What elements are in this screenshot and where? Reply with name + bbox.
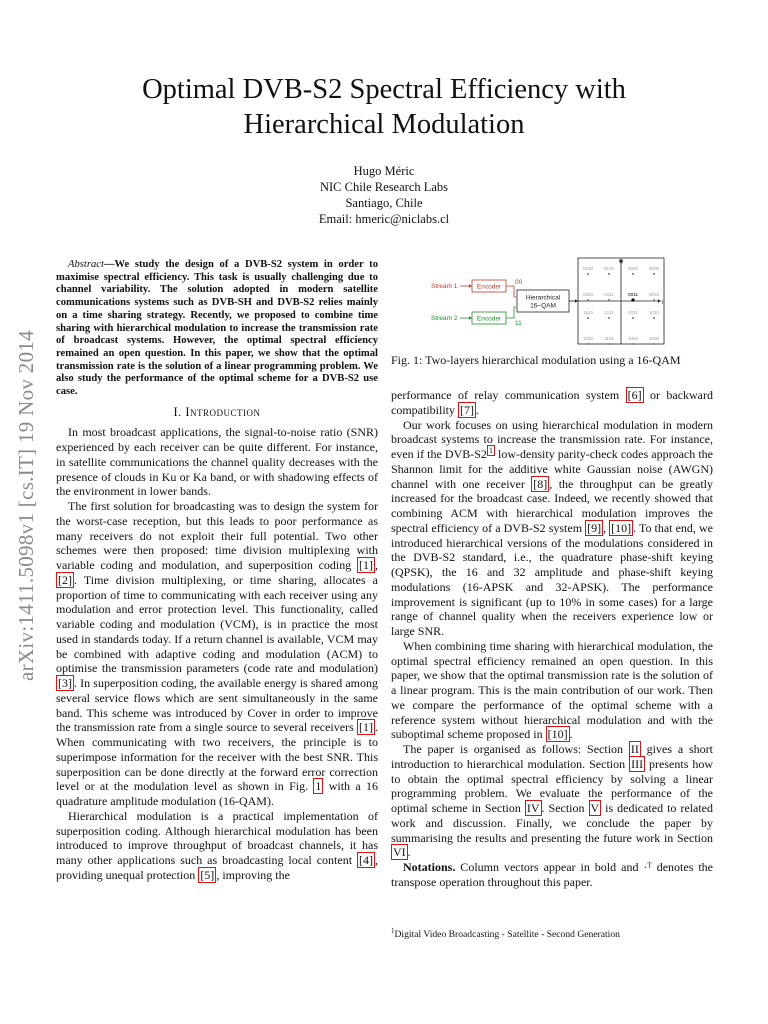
abstract-label: Abstract	[68, 259, 104, 270]
constellation-point	[631, 298, 634, 301]
section-heading-introduction: I. Introduction	[173, 404, 261, 419]
text-run: gives a short introduction to hierarchical modulation. Section	[391, 742, 713, 771]
constellation-point	[632, 343, 634, 345]
section-reference-link[interactable]: VI	[393, 845, 406, 860]
body-paragraph-organisation	[391, 742, 713, 860]
constellation-point	[653, 343, 655, 345]
constellation-point	[587, 343, 589, 345]
figure-reference-link[interactable]: 1	[315, 779, 322, 794]
constellation-point	[632, 273, 634, 275]
footnote	[391, 925, 713, 941]
body-paragraph-notations	[391, 860, 713, 890]
constellation-point	[653, 273, 655, 275]
footnote-mark: 1	[391, 927, 395, 935]
author-block	[60, 163, 708, 227]
text-run: .	[569, 727, 573, 742]
text-run: ,	[375, 558, 378, 573]
i-axis-label: I	[662, 300, 664, 306]
text-run: . Time division multiplexing, or time sharing, allocates a proportion of time to communicating with each receiver using any modulation and error protection level. This functionality, called variable coding and modulation (VCM), is in practice the most used in standards today. If a return channel is available, VCM may be combined with adaptive coding and modulation (ACM) to optimise the transmission parameters (code rate and modulation)	[56, 572, 378, 676]
abstract-text: —We study the design of a DVB-S2 system in order to maximise spectral efficiency. This task is usually challenging due to channel variability. The solution adopted in modern satellite communications systems such as DVB-SH and DVB-S2 relies mainly on a time sharing strategy. Recently, we proposed to combine time sharing with hierarchical modulation to increase the transmission rate of broadcast systems. However, the optimal spectral efficiency remained an open question. In this paper, we show that the optimal transmission rate is the solution of a linear programming problem. We also study the performance of the optimal scheme for a DVB-S2 use case.	[56, 259, 378, 398]
modulator-output-arrowhead	[575, 299, 578, 302]
text-run: . When communicating with two receivers, the principle is to superimpose information for the receiver with the best SNR. This superposition can be done directly at the forward error correction level or at the modulation level as shown in Fig.	[56, 720, 378, 794]
constellation-point	[608, 299, 610, 301]
body-paragraph-our-work	[391, 418, 713, 639]
constellation-point	[608, 343, 610, 345]
constellation-point-label: 1110	[583, 310, 593, 315]
text-run: presents how to obtain the optimal spectral efficiency by solving a linear programming problem. We evaluate the performance of the optimal scheme in Section	[391, 756, 713, 815]
text-run: , providing unequal protection	[56, 853, 378, 882]
constellation-point-label: 1010	[648, 310, 660, 315]
title-line-2: Hierarchical Modulation	[243, 109, 525, 140]
encoder-1-label: Encoder	[476, 283, 502, 291]
constellation-point-label: 0011	[628, 292, 638, 297]
text-run: The first solution for broadcasting was to design the system for the worst-case reception, but this leads to poor performance as many receivers do not exploit their full potential. Two other schemes were then proposed: time division multiplexing with variable coding and modulation, and superposition coding	[56, 499, 378, 573]
constellation-diagram	[578, 258, 664, 345]
text-run: .	[476, 402, 479, 417]
figure-caption: Fig. 1: Two-layers hierarchical modulation using a 16-QAM	[391, 353, 681, 367]
text-run: The paper is organised as follows: Section	[403, 742, 629, 756]
text-run: with a 16 quadrature amplitude modulation (16-QAM).	[56, 779, 378, 809]
text-run: . To that end, we introduced hierarchical versions of the modulations considered in the DVB-S2 standard, i.e., the quadrature phase-shift keying (QPSK), the 16 and 32 amplitude and phase-shift keying modulations (16-APSK and 32-APSK). The performance improvement is significant (up to 10% in some cases) for a large range of channel quality when the receivers experience low or large SNR.	[391, 520, 713, 638]
section-reference-link[interactable]: III	[631, 756, 644, 771]
modulator-label-line-1: Hierarchical	[525, 294, 561, 302]
stream-1-label: Stream 1	[431, 283, 458, 290]
text-run: Hierarchical modulation is a practical implementation of superposition coding. Although hierarchical modulation has been introduced to improve throughput of broadcast channels, it has many other applications such as broadcasting local content	[56, 808, 378, 868]
text-run: is dedicated to related work and discussion. Finally, we conclude the paper by summarising the results and presenting the future work in Section	[391, 801, 714, 845]
stream-2-arrowhead	[469, 316, 472, 319]
stream-1-arrowhead	[469, 284, 472, 287]
encoder-2-label: Encoder	[476, 315, 502, 323]
modulator-label-line-2: 16−QAM	[530, 302, 556, 310]
citation-link[interactable]: [5]	[200, 867, 215, 882]
q-axis-label: Q	[618, 259, 624, 265]
text-run: .	[407, 845, 411, 860]
constellation-point	[608, 317, 610, 319]
constellation-point-label: 1001	[627, 336, 639, 341]
constellation-point-label: 1100	[583, 336, 593, 341]
constellation-point-label: 0001	[627, 266, 639, 271]
text-run: ,	[603, 520, 610, 535]
citation-link[interactable]: [6]	[627, 388, 642, 402]
right-column	[391, 388, 713, 890]
text-run: When combining time sharing with hierarchical modulation, the optimal spectral efficiency remained an open question. In this paper, we show that the optimal transmission rate is the solution of a linear program. This is the main contribution of our work. Then we compare the performance of the optimal scheme with a reference system without hierarchical modulation and with the suboptimal scheme proposed in	[391, 638, 713, 742]
arxiv-identifier: arXiv:1411.5098v1 [cs.IT] 19 Nov 2014	[13, 329, 38, 681]
author-name: Hugo Méric	[353, 164, 415, 178]
constellation-point-label: 1101	[604, 336, 614, 341]
constellation-point-label: 0101	[603, 266, 615, 271]
constellation-point	[653, 317, 655, 319]
bits-1-label: 00	[515, 279, 523, 286]
author-email[interactable]: Email: hmeric@niclabs.cl	[318, 212, 450, 226]
citation-link[interactable]: [1]	[359, 720, 373, 735]
text-run: , improving the	[216, 867, 290, 882]
notations-label: Notations.	[403, 860, 456, 874]
text-run: , the throughput can be greatly increased for the broadcast case. Indeed, we recently showed that combining ACM with hierarchical modulation improves the spectral efficiency of a DVB-S2 system	[391, 476, 713, 535]
text-run: or backward compatibility	[391, 388, 714, 417]
constellation-point-label: 0010	[648, 292, 660, 297]
stream-2-label: Stream 2	[431, 315, 458, 322]
constellation-point	[587, 317, 589, 319]
title-line-1: Optimal DVB-S2 Spectral Efficiency with	[142, 74, 626, 105]
citation-link[interactable]: [10]	[611, 520, 632, 535]
constellation-point	[632, 317, 634, 319]
constellation-point-label: 0111	[604, 292, 614, 297]
author-affiliation: NIC Chile Research Labs	[319, 180, 449, 194]
citation-link[interactable]: [1]	[359, 558, 373, 573]
constellation-point-label: 0000	[648, 266, 660, 271]
text-run: . In superposition coding, the available energy is shared among several service flows which are sent simultaneously in the same band. This scheme was introduced by Cover in order to improve the transmission rate from a single source to several receivers	[56, 676, 378, 735]
section-reference-link[interactable]: V	[590, 801, 600, 815]
constellation-point-label: 1111	[604, 310, 614, 315]
citation-link[interactable]: [4]	[359, 853, 373, 868]
text-run: Column vectors appear in bold and ·ᵀ denotes the transpose operation throughout this paper.	[391, 860, 713, 889]
text-run: . Section	[541, 801, 589, 815]
left-column	[56, 259, 378, 883]
encoder-2-output-line	[506, 307, 516, 318]
citation-link[interactable]: [10]	[547, 727, 568, 742]
citation-link[interactable]: [8]	[533, 476, 548, 491]
footnote-text: Digital Video Broadcasting - Satellite - Second Generation	[394, 929, 620, 941]
figure-hierarchical-modulation	[420, 255, 680, 347]
constellation-point	[587, 299, 589, 301]
section-reference-link[interactable]: II	[630, 742, 639, 756]
citation-link[interactable]: [9]	[587, 520, 602, 535]
citation-link[interactable]: [7]	[460, 402, 474, 417]
constellation-point	[587, 273, 589, 275]
intro-paragraph-1: In most broadcast applications, the signal-to-noise ratio (SNR) experienced by each receiver can be quite different. For instance, in satellite communications the channel quality decreases with the presence of clouds in Ku or Ka band, or with shadowing effects of the environment in lower bands.	[56, 425, 378, 499]
text-run: low-density parity-check codes approach the Shannon limit for the additive white Gaussian noise (AWGN) channel with one receiver	[391, 447, 713, 491]
body-paragraph-continued	[391, 388, 713, 418]
body-paragraph-time-sharing	[391, 639, 713, 742]
paper-title	[60, 72, 708, 142]
text-run: performance of relay communication system	[391, 388, 626, 402]
constellation-point-label: 0110	[583, 292, 593, 297]
encoder-1-output-line	[506, 286, 516, 297]
constellation-point	[653, 299, 655, 301]
text-run: Our work focuses on using hierarchical modulation in modern broadcast systems to increase the transmission rate. For instance, even if the DVB-S2	[391, 417, 713, 461]
bits-2-label: 11	[515, 320, 522, 327]
citation-link[interactable]: [2]	[58, 572, 72, 587]
intro-paragraph-3	[56, 809, 378, 883]
section-reference-link[interactable]: IV	[526, 801, 540, 815]
constellation-point	[608, 273, 610, 275]
constellation-point-label: 1000	[648, 336, 660, 341]
intro-paragraph-2	[56, 499, 378, 809]
footnote-reference-link[interactable]: 1	[488, 446, 493, 455]
constellation-point-label: 0100	[582, 266, 594, 271]
citation-link[interactable]: [3]	[58, 676, 72, 691]
constellation-point-label: 1011	[628, 310, 638, 315]
abstract	[56, 259, 378, 399]
author-location: Santiago, Chile	[345, 196, 423, 210]
